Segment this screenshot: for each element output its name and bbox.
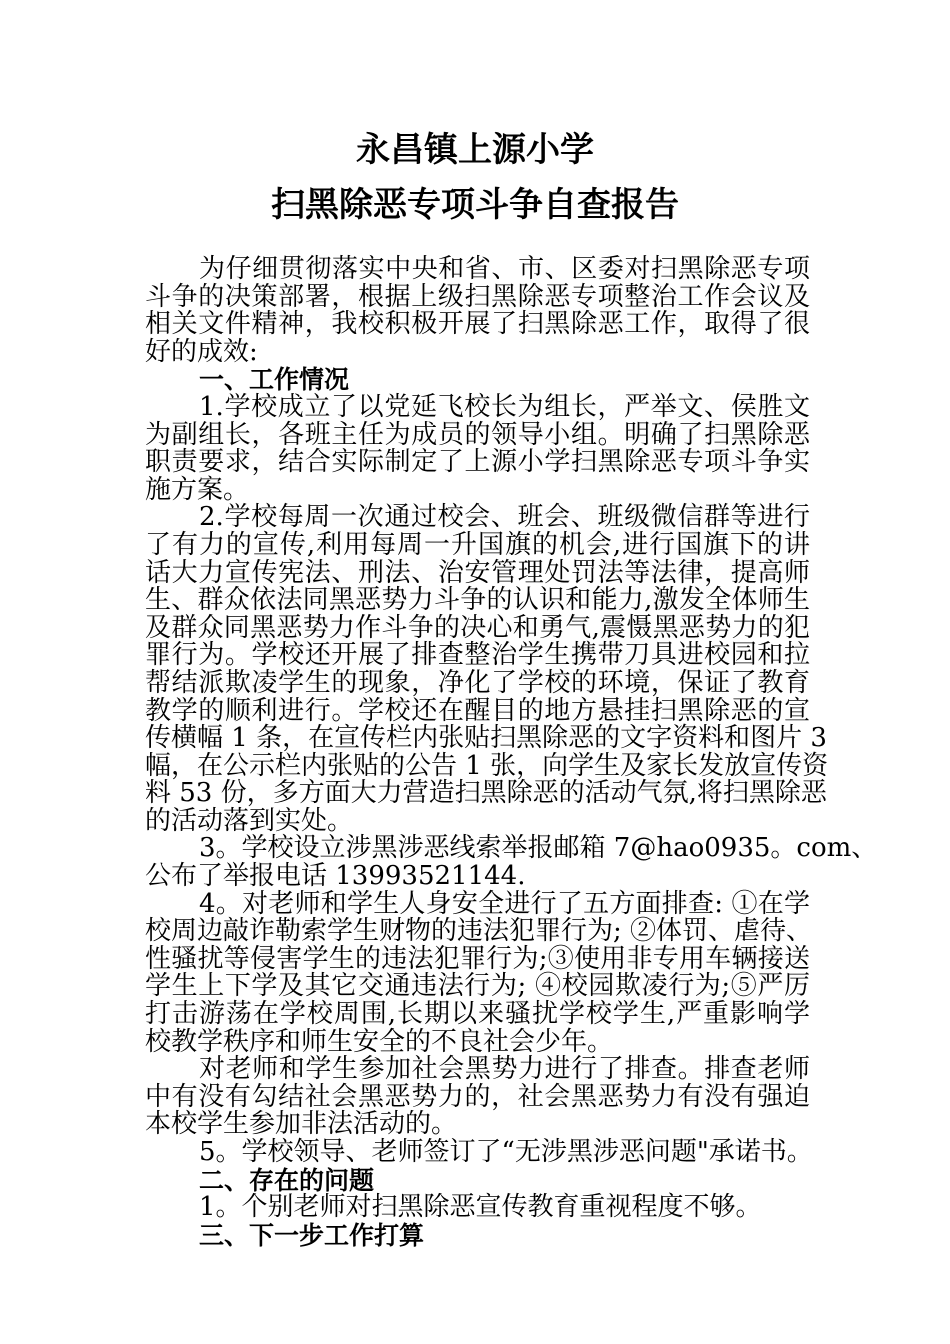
body-text-line: 为副组长，各班主任为成员的领导小组。明确了扫黑除恶 <box>145 419 810 450</box>
body-text-line: 话大力宣传宪法、刑法、治安管理处罚法等法律，提高师 <box>145 557 810 588</box>
body-text-line: 了有力的宣传,利用每周一升国旗的机会,进行国旗下的讲 <box>145 529 810 560</box>
body-text-line: 罪行为。学校还开展了排查整治学生携带刀具进校园和拉 <box>145 640 810 671</box>
section-heading: 三、下一步工作打算 <box>199 1220 425 1250</box>
body-text-line: 相关文件精神，我校积极开展了扫黑除恶工作，取得了很 <box>145 309 810 340</box>
body-text-line: 斗争的决策部署，根据上级扫黑除恶专项整治工作会议及 <box>145 281 810 312</box>
body-text-line: 性骚扰等侵害学生的违法犯罪行为;③使用非专用车辆接送 <box>145 943 810 974</box>
body-text-line: 幅，在公示栏内张贴的公告 1 张，向学生及家长发放宣传资 <box>145 750 829 781</box>
body-text-line: 5。学校领导、老师签订了“无涉黑涉恶问题"承诺书。 <box>199 1137 813 1167</box>
body-text-line: 校周边敲诈勒索学生财物的违法犯罪行为; ②体罚、虐待、 <box>145 916 813 947</box>
body-text-line: 传横幅 1 条，在宣传栏内张贴扫黑除恶的文字资料和图片 3 <box>145 723 827 754</box>
body-text-line: 的活动落到实处。 <box>145 805 354 836</box>
body-text-line: 料 53 份，多方面大力营造扫黑除恶的活动气氛,将扫黑除恶 <box>145 778 827 809</box>
body-text-line: 为仔细贯彻落实中央和省、市、区委对扫黑除恶专项 <box>199 254 810 284</box>
body-text-line: 1.学校成立了以党延飞校长为组长，严举文、侯胜文 <box>199 391 810 422</box>
body-text-line: 1。个别老师对扫黑除恶宣传教育重视程度不够。 <box>199 1192 762 1223</box>
body-text-line: 学生上下学及其它交通违法行为; ④校园欺凌行为;⑤严厉 <box>145 971 810 1002</box>
document-title-report: 扫黑除恶专项斗争自查报告 <box>271 185 679 225</box>
body-text-line: 3。学校设立涉黑涉恶线索举报邮箱 7@hao0935。com、 <box>199 833 878 864</box>
body-text-line: 施方案。 <box>145 474 250 505</box>
body-text-line: 本校学生参加非法活动的。 <box>145 1109 458 1140</box>
body-text-line: 职责要求，结合实际制定了上源小学扫黑除恶专项斗争实 <box>145 447 810 478</box>
body-text-line: 公布了举报电话 13993521144. <box>145 861 526 892</box>
section-heading: 二、存在的问题 <box>199 1165 375 1195</box>
section-heading: 一、工作情况 <box>199 365 350 395</box>
document-title-school: 永昌镇上源小学 <box>356 130 594 170</box>
document-body <box>145 254 878 1250</box>
body-text-line: 及群众同黑恶势力作斗争的决心和勇气,震慑黑恶势力的犯 <box>145 612 810 643</box>
body-text-line: 对老师和学生参加社会黑势力进行了排查。排查老师 <box>199 1054 810 1085</box>
body-text-line: 教学的顺利进行。学校还在醒目的地方悬挂扫黑除恶的宣 <box>145 695 810 726</box>
body-text-line: 中有没有勾结社会黑恶势力的，社会黑恶势力有没有强迫 <box>145 1081 810 1112</box>
body-text-line: 2.学校每周一次通过校会、班会、班级微信群等进行 <box>199 502 810 533</box>
body-text-line: 4。对老师和学生人身安全进行了五方面排查: ①在学 <box>199 888 810 919</box>
body-text-line: 好的成效: <box>145 336 258 367</box>
body-text-line: 打击游荡在学校周围,长期以来骚扰学校学生,严重影响学 <box>145 999 810 1030</box>
body-text-line: 生、群众依法同黑恶势力斗争的认识和能力,激发全体师生 <box>145 585 810 616</box>
body-text-line: 校教学秩序和师生安全的不良社会少年。 <box>145 1026 614 1057</box>
body-text-line: 帮结派欺凌学生的现象，净化了学校的环境，保证了教育 <box>145 667 810 698</box>
